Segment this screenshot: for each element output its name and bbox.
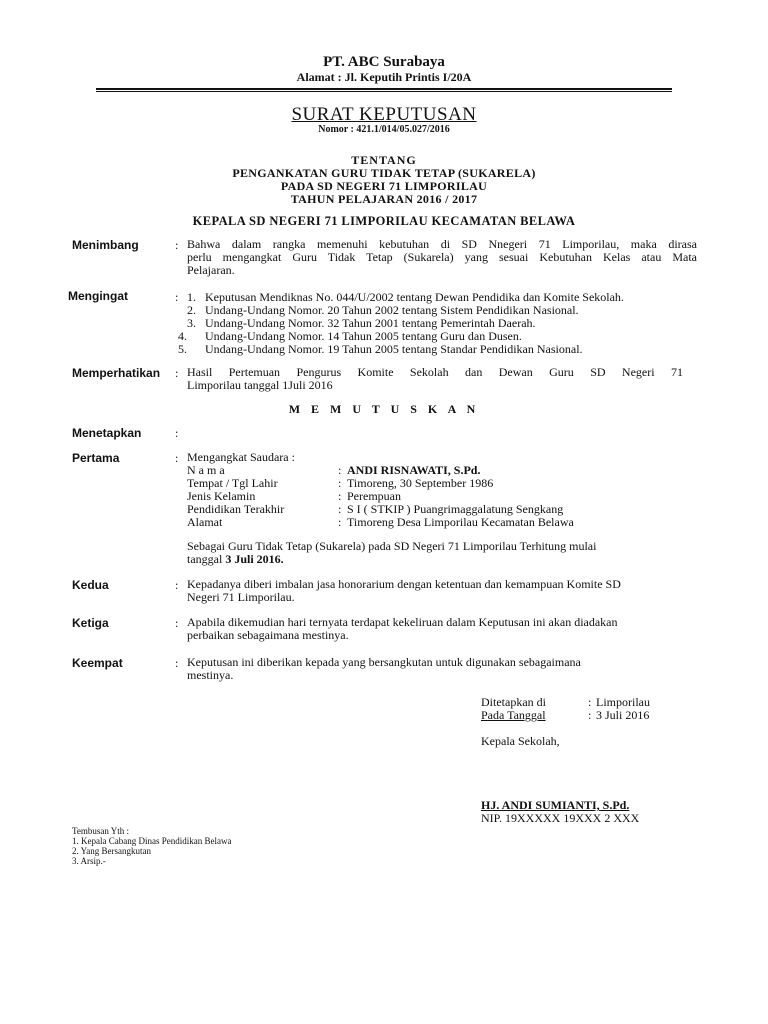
pertama-label: Pertama [72,451,120,465]
menimbang-line-1: Bahwa dalam rangka memenuhi kebutuhan di SD Nnegeri 71 Limporilau, maka dirasa [187,237,697,251]
kedua-label: Kedua [72,578,109,592]
mengingat-label: Mengingat [68,289,128,303]
field-key-name: N a m a [187,463,225,477]
ketiga-line-1: Apabila dikemudian hari ternyata terdapat kekeliruan dalam Keputusan ini akan diadakan [187,615,618,629]
subject-line-3: TAHUN PELAJARAN 2016 / 2017 [290,192,478,206]
decision-heading: M E M U T U S K A N [288,402,480,416]
document-title: SURAT KEPUTUSAN [291,104,477,125]
appointment-note-prefix: tanggal [187,552,223,566]
field-value-name: ANDI RISNAWATI, S.Pd. [347,463,481,477]
field-key-address: Alamat [187,515,223,529]
mengingat-item-number: 4. [178,329,187,343]
pertama-intro: Mengangkat Saudara : [187,450,295,464]
signature-colon: : [588,695,592,709]
ketiga-label: Ketiga [72,616,109,630]
field-colon: : [338,489,342,503]
signatory-name: HJ. ANDI SUMIANTI, S.Pd. [481,798,630,812]
ketiga-colon: : [175,616,179,630]
keempat-colon: : [175,656,179,670]
field-value-gender: Perempuan [347,489,401,503]
memperhatikan-line-2: Limporilau tanggal 1Juli 2016 [187,378,333,392]
menetapkan-label: Menetapkan [72,426,142,440]
organization-address: Alamat : Jl. Keputih Printis I/20A [296,70,472,84]
document-number: Nomor : 421.1/014/05.027/2016 [318,124,450,135]
mengingat-item-number: 3. [187,316,196,330]
header-divider-thin [96,91,672,92]
appointment-note-line-1: Sebagai Guru Tidak Tetap (Sukarela) pada SD Negeri 71 Limporilau Terhitung mulai [187,539,597,553]
subject-line-1: PENGANKATAN GURU TIDAK TETAP (SUKARELA) [232,166,536,180]
signature-place-label: Ditetapkan di [481,695,546,709]
memperhatikan-label: Memperhatikan [72,366,161,380]
cc-item: 2. Yang Bersangkutan [72,846,151,856]
keempat-label: Keempat [72,656,123,670]
mengingat-item: Undang-Undang Nomor. 32 Tahun 2001 tentang Pemerintah Daerah. [205,316,536,330]
signature-date-value: 3 Juli 2016 [596,708,650,722]
pertama-colon: : [175,451,179,465]
ketiga-line-2: perbaikan sebagaimana mestinya. [187,628,349,642]
field-colon: : [338,463,342,477]
field-colon: : [338,476,342,490]
memperhatikan-line-1: Hasil Pertemuan Pengurus Komite Sekolah dan Dewan Guru SD Negeri 71 [187,365,683,379]
kedua-line-2: Negeri 71 Limporilau. [187,590,295,604]
keempat-line-2: mestinya. [187,668,234,682]
field-key-education: Pendidikan Terakhir [187,502,285,516]
signature-place-value: Limporilau [596,695,650,709]
menetapkan-colon: : [175,426,179,440]
mengingat-item-number: 2. [187,303,196,317]
mengingat-colon: : [175,290,179,304]
field-colon: : [338,515,342,529]
field-value-birth: Timoreng, 30 September 1986 [347,476,494,490]
signature-date-label: Pada Tanggal [481,708,546,722]
menimbang-colon: : [175,238,179,252]
signatory-nip: NIP. 19XXXXX 19XXX 2 XXX [481,811,640,825]
mengingat-item: Undang-Undang Nomor. 20 Tahun 2002 tentang Sistem Pendidikan Nasional. [205,303,579,317]
mengingat-item-number: 5. [178,342,187,356]
mengingat-item: Keputusan Mendiknas No. 044/U/2002 tentang Dewan Pendidika dan Komite Sekolah. [205,290,624,304]
header-divider-thick [96,88,672,90]
cc-item: 1. Kepala Cabang Dinas Pendidikan Belawa [72,836,232,846]
memperhatikan-colon: : [175,366,179,380]
menimbang-line-3: Pelajaran. [187,263,235,277]
signature-colon: : [588,708,592,722]
signature-position: Kepala Sekolah, [481,734,560,748]
field-key-gender: Jenis Kelamin [187,489,256,503]
appointment-note-line-2 [187,553,284,566]
field-value-education: S I ( STKIP ) Puangrimaggalatung Sengkang [347,502,564,516]
issuer-title: KEPALA SD NEGERI 71 LIMPORILAU KECAMATAN BELAWA [192,214,576,228]
menimbang-label: Menimbang [72,238,139,252]
kedua-line-1: Kepadanya diberi imbalan jasa honorarium dengan ketentuan dan kemampuan Komite SD [187,577,621,591]
subject-line-2: PADA SD NEGERI 71 LIMPORILAU [280,179,488,193]
mengingat-item: Undang-Undang Nomor. 19 Tahun 2005 tentang Standar Pendidikan Nasional. [205,342,583,356]
cc-title: Tembusan Yth : [72,826,130,836]
field-value-address: Timoreng Desa Limporilau Kecamatan Belawa [347,515,574,529]
subject-heading: TENTANG [351,153,417,167]
organization-name: PT. ABC Surabaya [323,54,445,70]
field-key-birth: Tempat / Tgl Lahir [187,476,278,490]
mengingat-item-number: 1. [187,290,196,304]
mengingat-item: Undang-Undang Nomor. 14 Tahun 2005 tentang Guru dan Dusen. [205,329,522,343]
appointment-start-date: 3 Juli 2016. [225,552,284,566]
kedua-colon: : [175,578,179,592]
signature-date-row [481,709,658,722]
menimbang-line-2: perlu mengangkat Guru Tidak Tetap (Sukarela) yang sesuai Kebutuhan Kelas atau Mata [187,250,697,264]
keempat-line-1: Keputusan ini diberikan kepada yang bersangkutan untuk digunakan sebagaimana [187,655,581,669]
field-colon: : [338,502,342,516]
cc-item: 3. Arsip.- [72,856,106,866]
